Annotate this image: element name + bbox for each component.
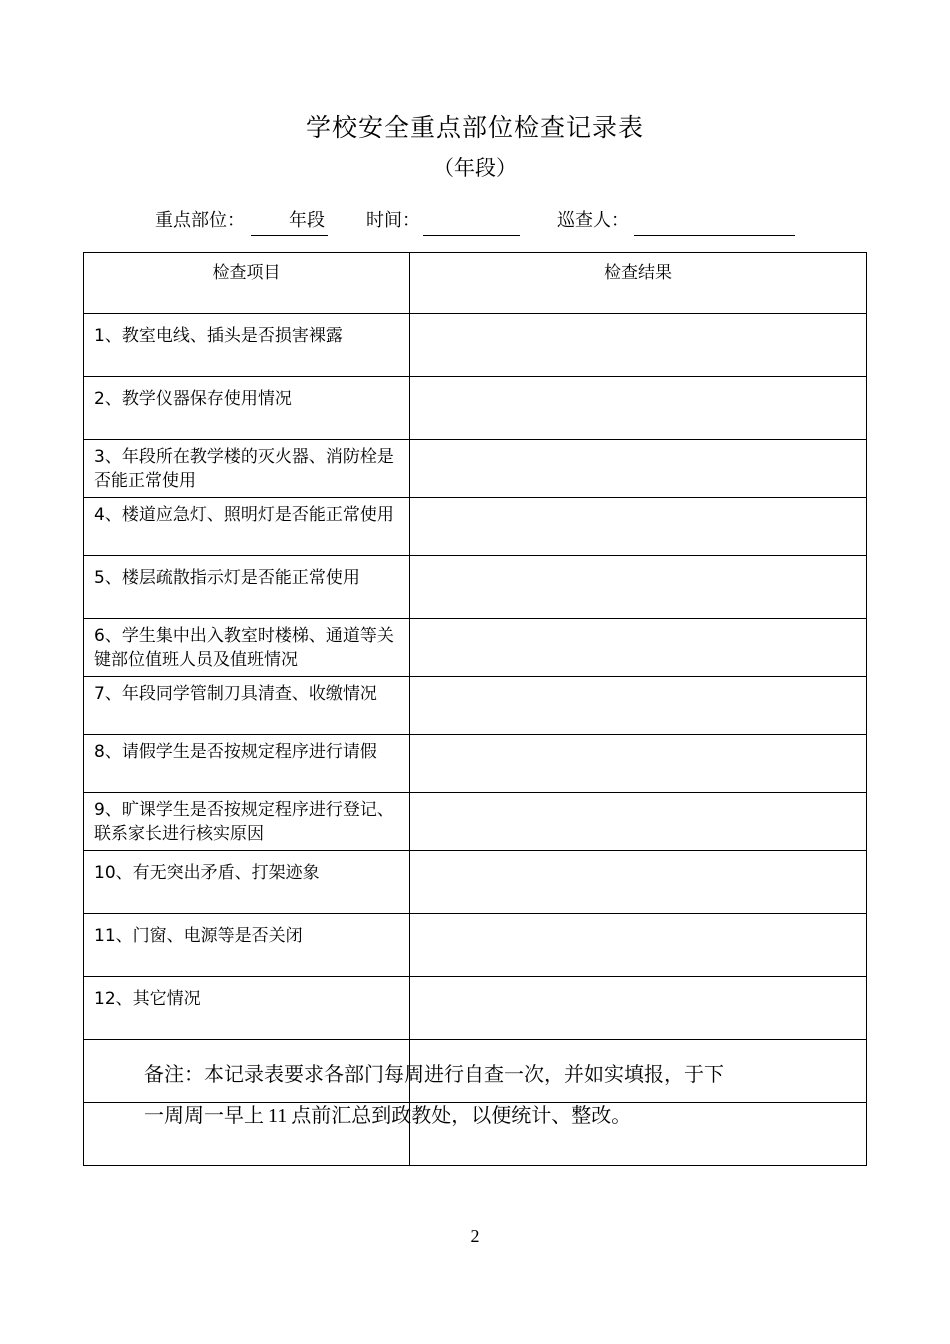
inspector-label: 巡查人： xyxy=(557,210,629,231)
table-row xyxy=(84,977,867,1040)
table-double-border xyxy=(866,252,867,1055)
row-item: 1、教室电线、插头是否损害裸露 xyxy=(84,314,410,377)
row-result[interactable] xyxy=(410,735,867,793)
row-item: 4、楼道应急灯、照明灯是否能正常使用 xyxy=(84,498,410,556)
row-result[interactable] xyxy=(410,314,867,377)
row-item: 5、楼层疏散指示灯是否能正常使用 xyxy=(84,556,410,619)
location-label: 重点部位： xyxy=(155,210,245,231)
row-result[interactable] xyxy=(410,498,867,556)
row-item: 2、教学仪器保存使用情况 xyxy=(84,377,410,440)
table-row xyxy=(84,793,867,851)
table-row xyxy=(84,619,867,677)
table-row xyxy=(84,377,867,440)
table-row xyxy=(84,556,867,619)
row-result[interactable] xyxy=(410,677,867,735)
note-line-2-end: 点前汇总到政教处，以便统计、整改。 xyxy=(291,1103,632,1127)
table-row xyxy=(84,735,867,793)
row-item: 3、年段所在教学楼的灭火器、消防栓是否能正常使用 xyxy=(84,440,410,498)
note-line-2-start: 一周周一早上 xyxy=(144,1103,264,1127)
row-result[interactable] xyxy=(410,851,867,914)
table-row xyxy=(84,851,867,914)
table-row xyxy=(84,677,867,735)
note-hour: 11 xyxy=(268,1105,288,1127)
table-row xyxy=(84,914,867,977)
row-item: 10、有无突出矛盾、打架迹象 xyxy=(84,851,410,914)
time-underline[interactable] xyxy=(423,235,520,236)
inspection-table xyxy=(83,252,867,1166)
form-subtitle: （年段） xyxy=(433,156,517,180)
row-result[interactable] xyxy=(410,793,867,851)
row-item: 7、年段同学管制刀具清查、收缴情况 xyxy=(84,677,410,735)
location-value: 年段 xyxy=(289,210,325,231)
form-title: 学校安全重点部位检查记录表 xyxy=(305,113,644,142)
table-row xyxy=(84,498,867,556)
row-result[interactable] xyxy=(410,440,867,498)
row-item: 12、其它情况 xyxy=(84,977,410,1040)
header-item: 检查项目 xyxy=(84,253,410,314)
note-line-2 xyxy=(144,1099,824,1128)
page-number: 2 xyxy=(470,1226,480,1246)
note-line-1: 备注：本记录表要求各部门每周进行自查一次，并如实填报，于下 xyxy=(144,1062,724,1086)
inspector-underline[interactable] xyxy=(634,235,795,236)
table-header-row xyxy=(84,253,867,314)
header-result: 检查结果 xyxy=(410,253,867,314)
row-result[interactable] xyxy=(410,556,867,619)
row-item: 9、旷课学生是否按规定程序进行登记、联系家长进行核实原因 xyxy=(84,793,410,851)
row-result[interactable] xyxy=(410,914,867,977)
time-label: 时间： xyxy=(366,210,420,231)
row-result[interactable] xyxy=(410,977,867,1040)
table-row xyxy=(84,440,867,498)
row-item: 6、学生集中出入教室时楼梯、通道等关键部位值班人员及值班情况 xyxy=(84,619,410,677)
row-item: 8、请假学生是否按规定程序进行请假 xyxy=(84,735,410,793)
row-result[interactable] xyxy=(410,619,867,677)
table-row xyxy=(84,314,867,377)
location-underline[interactable] xyxy=(251,235,328,236)
row-item: 11、门窗、电源等是否关闭 xyxy=(84,914,410,977)
row-result[interactable] xyxy=(410,377,867,440)
